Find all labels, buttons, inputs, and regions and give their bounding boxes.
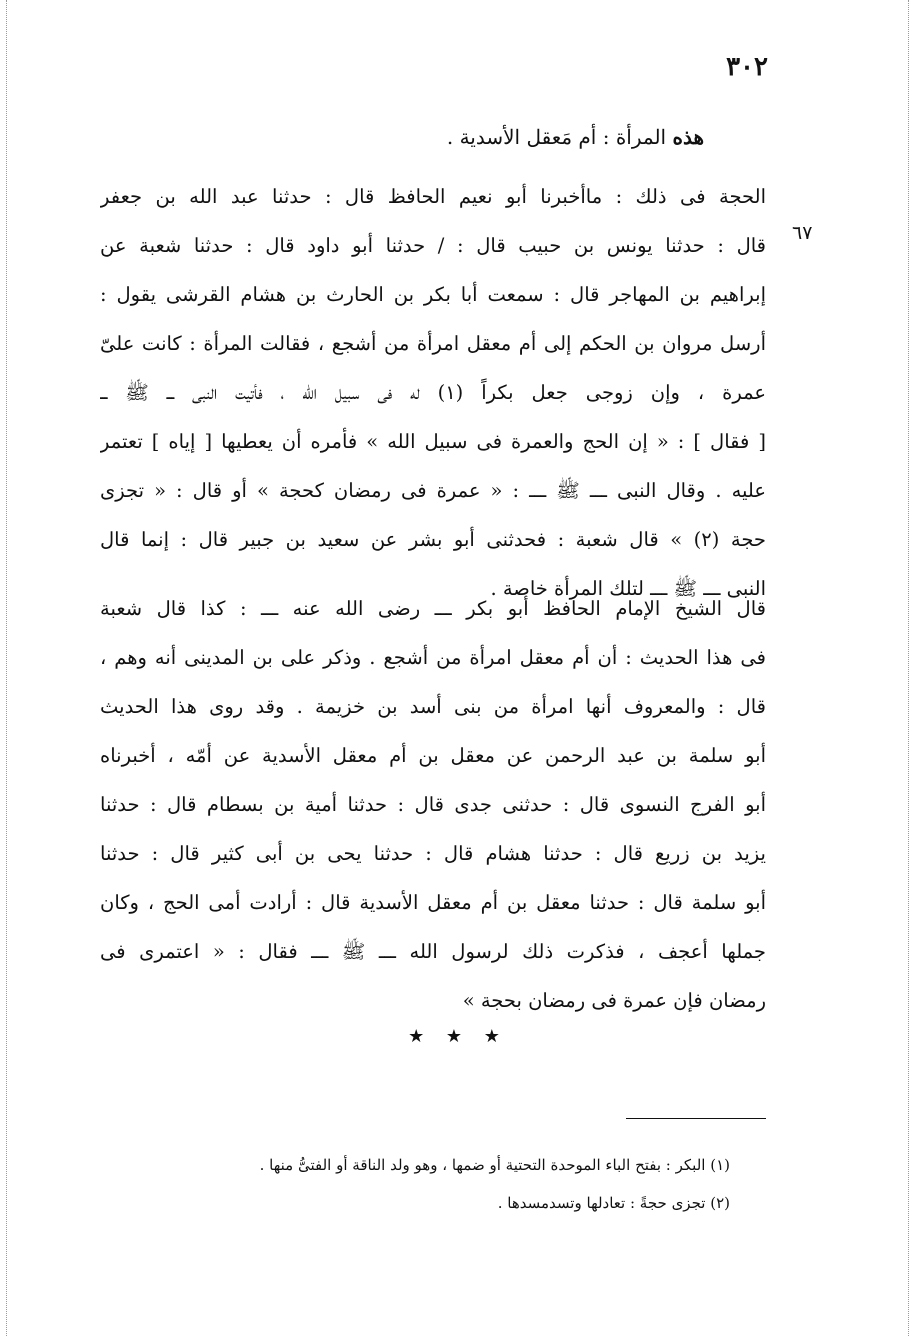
footnote-1: (١) البكر : بفتح الباء الموحدة التحتية أو ضمها ، وهو ولد الناقة أو الفتىُّ منها . (259, 1156, 730, 1174)
paragraph-line: رمضان فإن عمرة فى رمضان بحجة » (462, 989, 766, 1012)
section-heading (100, 112, 704, 162)
paragraph-line: فى هذا الحديث : أن أم معقل امرأة من أشجع . وذكر على بن المدينى أنه وهم ، (100, 646, 766, 669)
paragraph-line: قال الشيخ الإمام الحافظ أبو بكر ـــ رضى الله عنه ـــ : كذا قال شعبة (100, 597, 766, 620)
footnote-2: (٢) تجزى حجةً : تعادلها وتسدمسدها . (497, 1194, 730, 1212)
paragraph-line: يزيد بن زريع قال : حدثنا هشام قال : حدثنا يحى بن أبى كثير قال : حدثنا (100, 842, 766, 865)
section-separator: ★ ★ ★ (408, 1026, 508, 1047)
paragraph-line: عمرة ، وإن زوجى جعل بكراً (١) له فى سبيل الله ، فأتيت النبى ـــ ﷺ ـــ (100, 381, 766, 404)
heading-bold-word: هذه (672, 125, 704, 149)
page-number: ٣٠٢ (726, 52, 768, 82)
margin-folio-number: ٦٧ (792, 222, 813, 244)
paragraph-line: قال : والمعروف أنها امرأة من بنى أسد بن خزيمة . وقد روى هذا الحديث (100, 695, 766, 718)
paragraph-line: حجة (٢) » قال شعبة : فحدثنى أبو بشر عن سعيد بن جبير قال : إنما قال (100, 528, 766, 551)
paragraph-line: أرسل مروان بن الحكم إلى أم معقل امرأة من أشجع ، فقالت المرأة : كانت علىّ (100, 332, 766, 355)
paragraph-line: عليه . وقال النبى ـــ ﷺ ـــ : « عمرة فى رمضان كحجة » أو قال : « تجزى (100, 479, 766, 502)
left-dotted-margin (6, 0, 7, 1336)
paragraph-line: جملها أعجف ، فذكرت ذلك لرسول الله ـــ ﷺ ـــ فقال : « اعتمرى فى (100, 940, 766, 963)
footnote-rule (626, 1118, 766, 1119)
paragraph-line: قال : حدثنا يونس بن حبيب قال : / حدثنا أبو داود قال : حدثنا شعبة عن (100, 234, 766, 257)
paragraph-line: النبى ـــ ﷺ ـــ لتلك المرأة خاصة . (490, 577, 766, 600)
paragraph-line: أبو الفرج النسوى قال : حدثنى جدى قال : حدثنا أمية بن بسطام قال : حدثنا (100, 793, 766, 816)
paragraph-line: الحجة فى ذلك : ماأخبرنا أبو نعيم الحافظ قال : حدثنا عبد الله بن جعفر (100, 185, 766, 208)
heading-text: المرأة : أم مَعقل الأسدية . (446, 125, 673, 149)
paragraph-line: أبو سلمة قال : حدثنا معقل بن أم معقل الأسدية قال : أرادت أمى الحج ، وكان (100, 891, 766, 914)
footnotes (120, 1146, 730, 1222)
paragraph-line: إبراهيم بن المهاجر قال : سمعت أبا بكر بن الحارث بن هشام القرشى يقول : (100, 283, 766, 306)
paragraph-line: [ فقال ] : « إن الحج والعمرة فى سبيل الله » فأمره أن يعطيها [ إياه ] تعتمر (100, 430, 766, 453)
paragraph-1 (100, 172, 766, 613)
right-dotted-margin (908, 0, 909, 1336)
paragraph-line: أبو سلمة بن عبد الرحمن عن معقل بن أم معقل الأسدية عن أمّه ، أخبرناه (100, 744, 766, 767)
paragraph-2 (100, 584, 766, 1025)
